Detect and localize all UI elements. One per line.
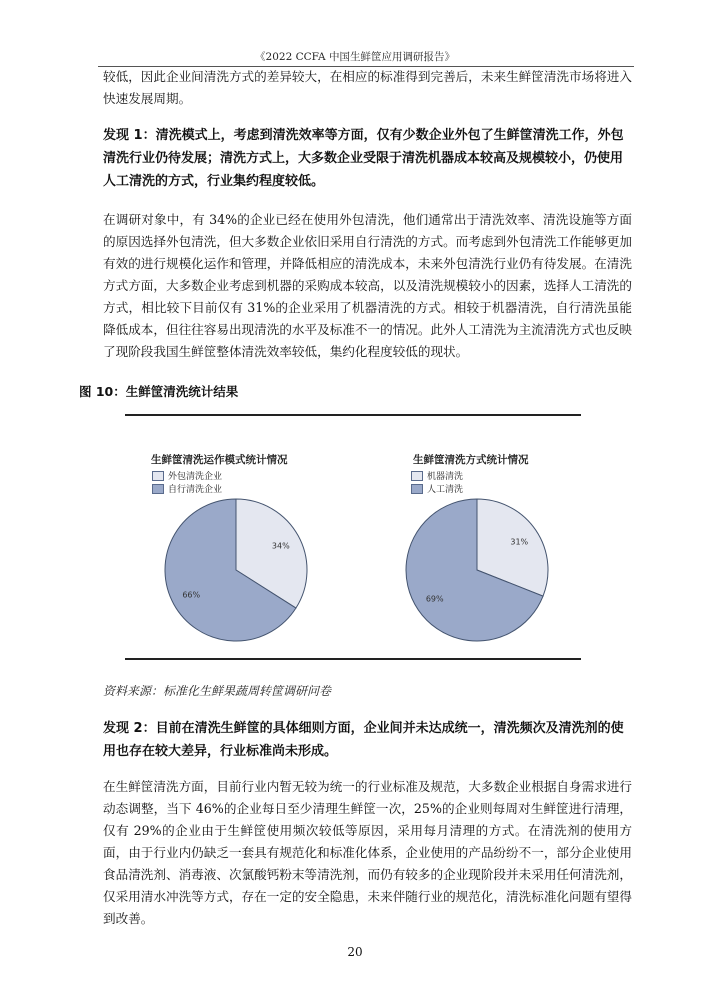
figure-title: 图 10：生鲜筐清洗统计结果	[79, 384, 239, 399]
pie-data-label: 34%	[271, 541, 290, 551]
figure-top-rule	[125, 414, 581, 416]
legend-label: 人工清洗	[427, 485, 464, 495]
pie-data-label: 66%	[182, 590, 201, 600]
finding-1: 发现 1：清洗模式上，考虑到清洗效率等方面，仅有少数企业外包了生鲜筐清洗工作，外包清洗行业仍待发展；清洗方式上，大多数企业受限于清洗机器成本较高及规模较小，仍使用人工清洗的方式，行业集约程度较低。	[103, 128, 624, 189]
legend-swatch	[152, 471, 164, 481]
legend-swatch	[411, 471, 423, 481]
legend-label: 机器清洗	[427, 472, 464, 482]
figure-source: 资料来源：标准化生鲜果蔬周转筐调研问卷	[103, 684, 332, 698]
body-paragraph-1: 在调研对象中，有 34%的企业已经在使用外包清洗，他们通常出于清洗效率、清洗设施等方面的原因选择外包清洗，但大多数企业依旧采用自行清洗的方式。而考虑到外包清洗工作能够更加有效的进行规模化运作和管理，并降低相应的清洗成本，未来外包清洗行业仍有待发展。在清洗方式方面，大多数企业考虑到机器的采购成本较高，以及清洗规模较小的因素，选择人工清洗的方式，相比较下目前仅有 31%的企业采用了机器清洗的方式。相较于机器清洗，自行清洗虽能降低成本，但往往容易出现清洗的水平及标准不一的情况。此外人工清洗为主流清洗方式也反映了现阶段我国生鲜筐整体清洗效率较低，集约化程度较低的现状。	[103, 212, 632, 359]
pie-data-label: 69%	[425, 594, 444, 604]
legend-swatch	[411, 484, 423, 494]
legend-swatch	[152, 484, 164, 494]
legend-item	[152, 469, 222, 482]
finding-2: 发现 2：目前在清洗生鲜筐的具体细则方面，企业间并未达成统一，清洗频次及清洗剂的使用也存在较大差异，行业标准尚未形成。	[103, 721, 624, 759]
intro-paragraph: 较低，因此企业间清洗方式的差异较大，在相应的标准得到完善后，未来生鲜筐清洗市场将进入快速发展周期。	[103, 69, 632, 106]
figure-bottom-rule	[125, 658, 581, 660]
chart-2-title: 生鲜筐清洗方式统计情况	[413, 454, 529, 466]
pie-data-label: 31%	[510, 537, 529, 547]
legend-label: 外包清洗企业	[168, 472, 223, 482]
chart-2-pie	[401, 494, 553, 646]
report-header: 《2022 CCFA 中国生鲜筐应用调研报告》	[255, 51, 455, 63]
page-number: 20	[347, 945, 363, 959]
body-paragraph-2: 在生鲜筐清洗方面，目前行业内暂无较为统一的行业标准及规范，大多数企业根据自身需求进行动态调整，当下 46%的企业每日至少清理生鲜筐一次，25%的企业则每周对生鲜筐进行清理，仅有 29%的企业由于生鲜筐使用频次较低等原因，采用每月清理的方式。在清洗剂的使用方面，由于行业内仍缺乏一套具有规范化和标准化体系，企业使用的产品纷纷不一，部分企业使用食品清洗剂、消毒液、次氯酸钙粉末等清洗剂，而仍有较多的企业现阶段并未采用任何清洗剂，仅采用清水冲洗等方式，存在一定的安全隐患，未来伴随行业的规范化，清洗标准化问题有望得到改善。	[103, 779, 632, 926]
chart-1-title: 生鲜筐清洗运作模式统计情况	[151, 454, 288, 466]
legend-label: 自行清洗企业	[168, 485, 223, 495]
chart-1-legend	[152, 469, 222, 495]
legend-item	[411, 469, 463, 482]
chart-2-legend	[411, 469, 463, 495]
chart-1-pie	[160, 494, 312, 646]
